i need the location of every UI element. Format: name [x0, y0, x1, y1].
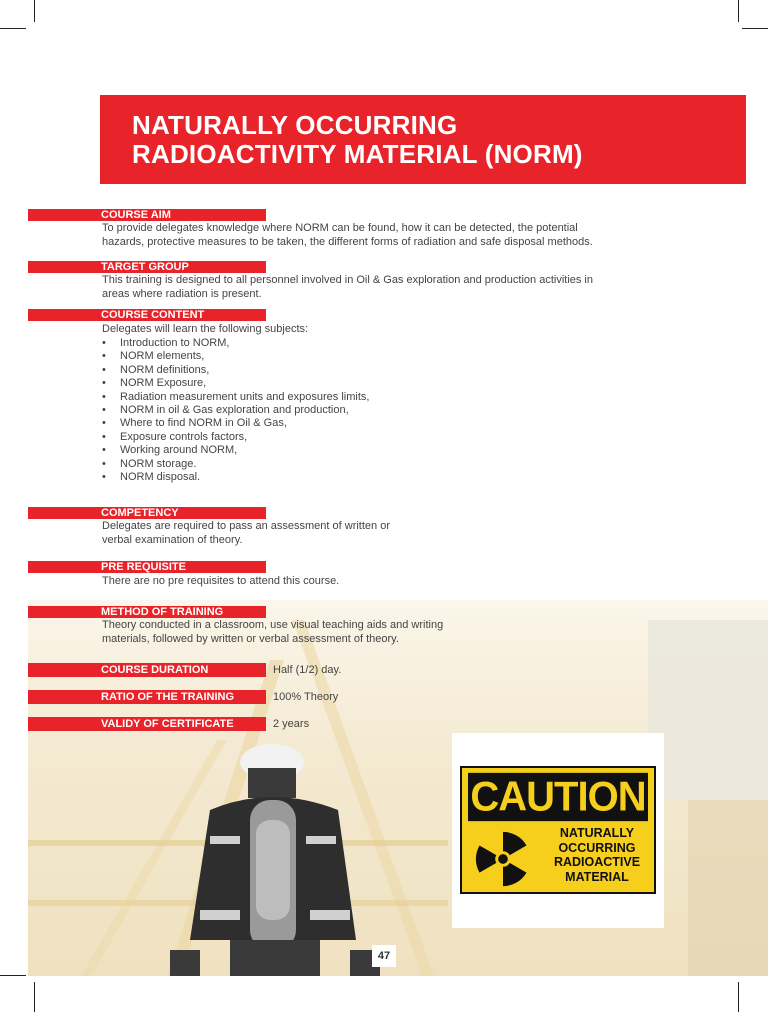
section-label-course-duration: COURSE DURATION [28, 663, 266, 677]
title-line-2: RADIOACTIVITY MATERIAL (NORM) [132, 139, 583, 169]
text-line: Delegates are required to pass an assessment of written or [102, 520, 390, 532]
section-label-course-aim: COURSE AIM [28, 209, 266, 221]
radiation-trefoil-icon [472, 828, 534, 890]
validity-value: 2 years [273, 718, 310, 730]
sign-line: NATURALLY [559, 826, 635, 840]
pre-requisite-text: There are no pre requisites to attend this course. [102, 575, 340, 587]
section-label-course-content: COURSE CONTENT [28, 309, 266, 321]
list-item: • NORM in oil & Gas exploration and production, [102, 404, 369, 417]
list-item: • Where to find NORM in Oil & Gas, [102, 417, 369, 430]
caution-heading: CAUTION [468, 773, 648, 821]
text-line: This training is designed to all personnel involved in Oil & Gas exploration and production activities in [102, 274, 593, 286]
bg-structure [688, 800, 768, 976]
sign-line: RADIOACTIVE [553, 855, 641, 869]
title-line-1: NATURALLY OCCURRING [132, 110, 458, 140]
list-item: • NORM definitions, [102, 364, 369, 377]
caution-sign-text [540, 826, 654, 884]
text-line: Theory conducted in a classroom, use visual teaching aids and writing [102, 619, 444, 631]
course-aim-text [102, 222, 593, 249]
course-duration-value: Half (1/2) day. [273, 664, 342, 676]
crop-mark [0, 975, 26, 976]
list-item: • Working around NORM, [102, 444, 369, 457]
section-label-competency: COMPETENCY [28, 507, 266, 519]
caution-sign-panel [452, 733, 664, 928]
bg-structure [648, 620, 768, 800]
list-item: • NORM elements, [102, 350, 369, 363]
sign-line: MATERIAL [565, 869, 629, 884]
caution-sign [460, 766, 656, 894]
competency-text [102, 520, 390, 547]
course-content-list [102, 337, 369, 484]
crop-mark [34, 0, 35, 22]
section-label-target-group: TARGET GROUP [28, 261, 266, 273]
list-item: • NORM storage. [102, 458, 369, 471]
crop-mark [34, 982, 35, 1012]
crop-mark [738, 0, 739, 22]
worker-figure [170, 740, 380, 976]
page-number: 47 [372, 945, 396, 967]
text-line: materials, followed by written or verbal assessment of theory. [102, 632, 399, 645]
text-line: hazards, protective measures to be taken, the different forms of radiation and safe disposal methods. [102, 235, 593, 248]
text-line: verbal examination of theory. [102, 533, 243, 546]
crop-mark [0, 28, 26, 29]
method-of-training-text [102, 619, 443, 646]
crop-mark [738, 982, 739, 1012]
list-item: • Introduction to NORM, [102, 337, 369, 350]
list-item: • Radiation measurement units and exposures limits, [102, 391, 369, 404]
text-line: areas where radiation is present. [102, 287, 262, 300]
text-line: To provide delegates knowledge where NORM can be found, how it can be detected, the potential [102, 222, 578, 234]
crop-mark [742, 28, 768, 29]
section-label-pre-requisite: PRE REQUISITE [28, 561, 266, 573]
sign-line: OCCURRING [558, 840, 636, 855]
list-item: • Exposure controls factors, [102, 431, 369, 444]
ratio-value: 100% Theory [273, 691, 339, 703]
list-item: • NORM disposal. [102, 471, 369, 484]
section-label-ratio: RATIO OF THE TRAINING [28, 690, 266, 704]
section-label-validity: VALIDY OF CERTIFICATE [28, 717, 266, 731]
target-group-text [102, 274, 593, 301]
course-content-intro: Delegates will learn the following subjects: [102, 323, 309, 335]
list-item: • NORM Exposure, [102, 377, 369, 390]
section-label-method-of-training: METHOD OF TRAINING [28, 606, 266, 618]
